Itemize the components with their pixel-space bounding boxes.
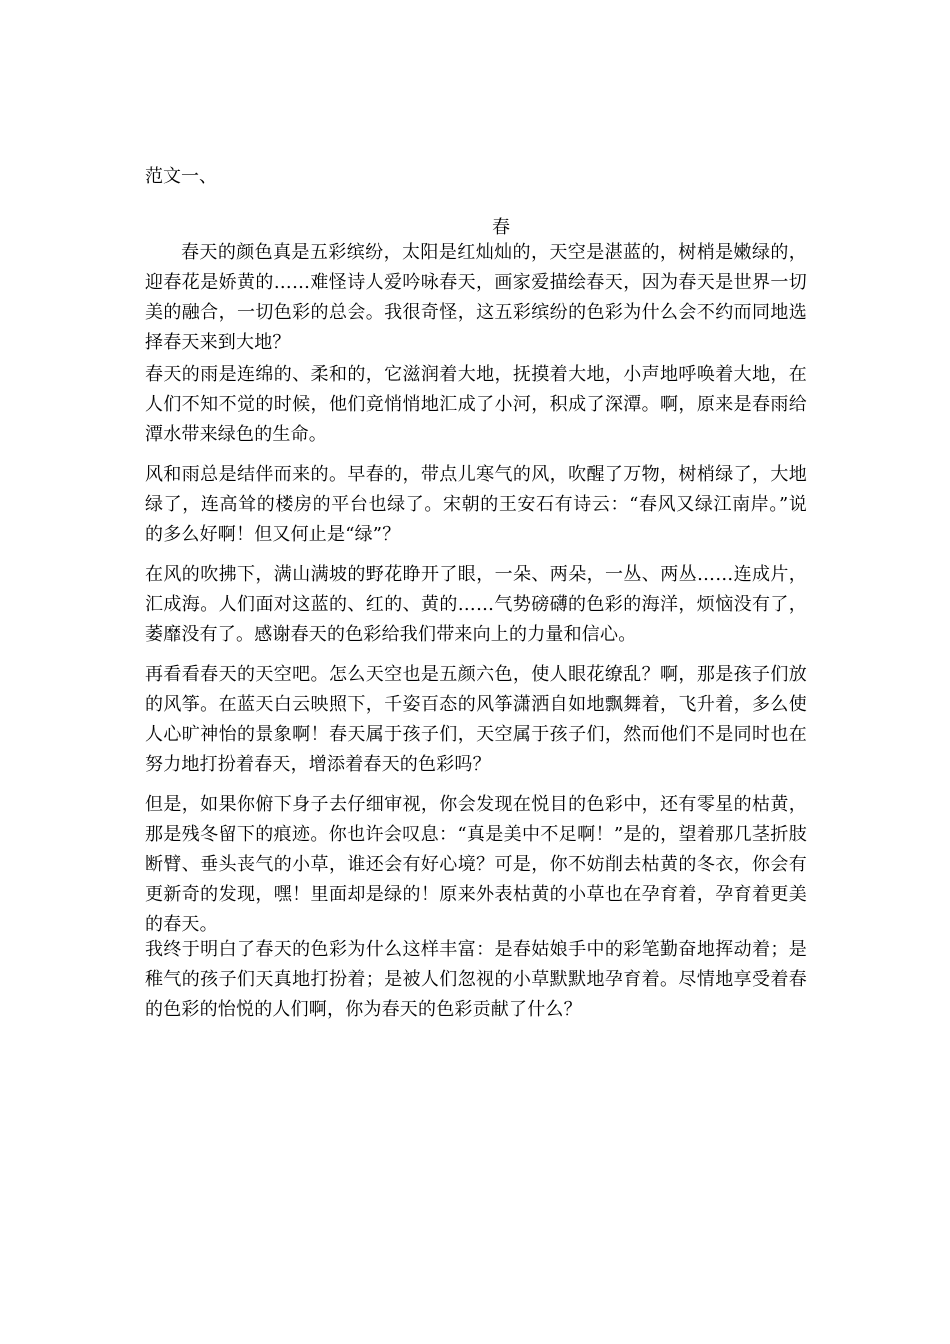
- paragraph-1: 春天的颜色真是五彩缤纷，太阳是红灿灿的，天空是湛蓝的，树梢是嫩绿的，迎春花是娇黄的……难怪诗人爱吟咏春天，画家爱描绘春天，因为春天是世界一切美的融合，一切色彩的总会。我很奇怪，这五彩缤纷的色彩为什么会不约而同地选择春天来到大地？: [145, 242, 807, 353]
- paragraph-7: 我终于明白了春天的色彩为什么这样丰富：是春姑娘手中的彩笔勤奋地挥动着；是稚气的孩子们天真地打扮着；是被人们忽视的小草默默地孕育着。尽情地享受着春的色彩的怡悦的人们啊，你为春天的色彩贡献了什么？: [145, 939, 807, 1020]
- document-label: 范文一、: [145, 166, 217, 187]
- paragraph-2: 春天的雨是连绵的、柔和的，它滋润着大地，抚摸着大地，小声地呼唤着大地，在人们不知不觉的时候，他们竟悄悄地汇成了小河，积成了深潭。啊，原来是春雨给潭水带来绿色的生命。: [145, 364, 807, 445]
- paragraph-5: 再看看春天的天空吧。怎么天空也是五颜六色，使人眼花缭乱？啊，那是孩子们放的风筝。在蓝天白云映照下，千姿百态的风筝潇洒自如地飘舞着，飞升着，多么使人心旷神怡的景象啊！春天属于孩子们，天空属于孩子们，然而他们不是同时也在努力地打扮着春天，增添着春天的色彩吗？: [145, 664, 807, 775]
- paragraph-6: 但是，如果你俯下身子去仔细审视，你会发现在悦目的色彩中，还有零星的枯黄，那是残冬留下的痕迹。你也许会叹息：“真是美中不足啊！”是的，望着那几茎折肢断臂、垂头丧气的小草，谁还会有好心境？可是，你不妨削去枯黄的冬衣，你会有更新奇的发现，嘿！里面却是绿的！原来外表枯黄的小草也在孕育着，孕育着更美的春天。: [145, 794, 807, 935]
- essay-title: 春: [492, 217, 510, 238]
- paragraph-3: 风和雨总是结伴而来的。早春的，带点儿寒气的风，吹醒了万物，树梢绿了，大地绿了，连高耸的楼房的平台也绿了。宋朝的王安石有诗云：“春风又绿江南岸。”说的多么好啊！但又何止是“绿”？: [145, 464, 807, 545]
- paragraph-4: 在风的吹拂下，满山满坡的野花睁开了眼，一朵、两朵，一丛、两丛……连成片，汇成海。人们面对这蓝的、红的、黄的……气势磅礴的色彩的海洋，烦恼没有了，萎靡没有了。感谢春天的色彩给我们带来向上的力量和信心。: [145, 564, 807, 645]
